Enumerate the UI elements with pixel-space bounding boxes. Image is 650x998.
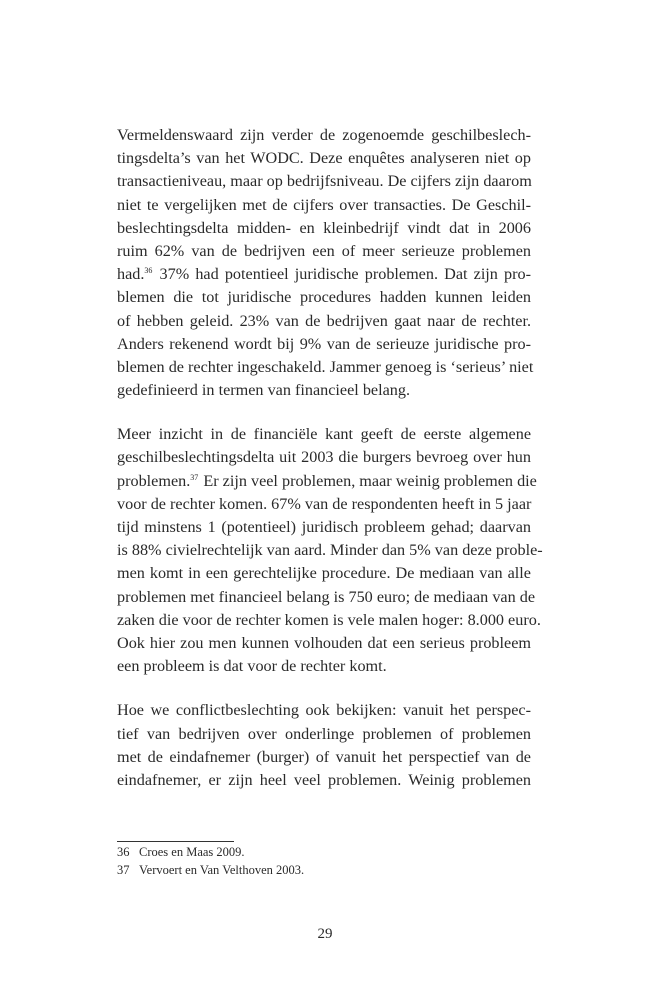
text-line: eindafnemer, er zijn heel veel problemen. Weinig problemen [117, 770, 531, 789]
text-line [117, 263, 531, 286]
line-text-after: 37% had potentieel juridische problemen. Dat zijn pro- [153, 265, 531, 284]
text-line: een probleem is dat voor de rechter komt. [117, 657, 387, 676]
footnote-number: 37 [117, 862, 130, 877]
footnote-divider [117, 841, 234, 842]
footnote-number: 36 [117, 845, 130, 859]
text-line: met de eindafnemer (burger) of vanuit het perspectief van de [117, 747, 531, 766]
body-text [117, 124, 543, 792]
text-line: Vermeldenswaard zijn verder de zogenoemde geschilbeslech- [117, 126, 531, 144]
text-line: problemen met financieel belang is 750 euro; de mediaan van de [117, 587, 536, 606]
text-line: is 88% civielrechtelijk van aard. Minder dan 5% van deze proble- [117, 541, 543, 560]
text-line: gedefinieerd in termen van financieel belang. [117, 381, 411, 400]
text-line: blemen de rechter ingeschakeld. Jammer genoeg is ‘serieus’ niet [117, 357, 534, 376]
footnote-reference[interactable]: 37 [190, 472, 199, 482]
footnote [117, 844, 531, 862]
text-line: ruim 62% van de bedrijven een of meer serieuze problemen [117, 241, 531, 260]
paragraph-gap [117, 402, 531, 423]
page-number: 29 [317, 926, 333, 942]
line-text-after: Er zijn veel problemen, maar weinig problemen die [199, 471, 537, 490]
text-line: niet te vergelijken met de cijfers over transacties. De Geschil- [117, 195, 531, 214]
text-line: of hebben geleid. 23% van de bedrijven gaat naar de rechter. [117, 311, 531, 330]
text-line: voor de rechter komen. 67% van de respondenten heeft in 5 jaar [117, 494, 532, 513]
text-line: Meer inzicht in de financiële kant geeft de eerste algemene [117, 425, 531, 444]
text-line: beslechtingsdelta midden- en kleinbedrijf vindt dat in 2006 [117, 218, 531, 237]
text-line: blemen die tot juridische procedures hadden kunnen leiden [117, 288, 531, 307]
text-line: Anders rekenend wordt bij 9% van de serieuze juridische pro- [117, 334, 531, 353]
footnote-reference[interactable]: 36 [144, 266, 153, 276]
line-text-before: problemen. [117, 471, 191, 490]
text-line: Hoe we conflictbeslechting ook bekijken: vanuit het perspec- [117, 701, 531, 720]
footnote-text: Croes en Maas 2009. [139, 845, 245, 859]
text-line: transactieniveau, maar op bedrijfsniveau. De cijfers zijn daarom [117, 172, 532, 191]
footnote [117, 862, 531, 880]
paragraph [117, 423, 543, 678]
text-line: tief van bedrijven over onderlinge problemen of problemen [117, 724, 531, 743]
text-line: tingsdelta’s van het WODC. Deze enquêtes analyseren niet op [117, 149, 531, 168]
text-line: men komt in een gerechtelijke procedure. De mediaan van alle [117, 564, 531, 583]
text-line [117, 470, 537, 493]
footnotes [117, 844, 531, 879]
paragraph [117, 124, 534, 402]
paragraph-gap [117, 678, 531, 699]
paragraph [117, 699, 531, 792]
text-line: Ook hier zou men kunnen volhouden dat een serieus probleem [117, 633, 531, 652]
line-text-before: had. [117, 265, 145, 284]
text-line: tijd minstens 1 (potentieel) juridisch probleem gehad; daarvan [117, 518, 531, 536]
footnote-text: Vervoert en Van Velthoven 2003. [139, 862, 305, 877]
text-line: geschilbeslechtingsdelta uit 2003 die burgers bevroeg over hun [117, 448, 531, 467]
text-line: zaken die voor de rechter komen is vele malen hoger: 8.000 euro. [117, 610, 541, 629]
